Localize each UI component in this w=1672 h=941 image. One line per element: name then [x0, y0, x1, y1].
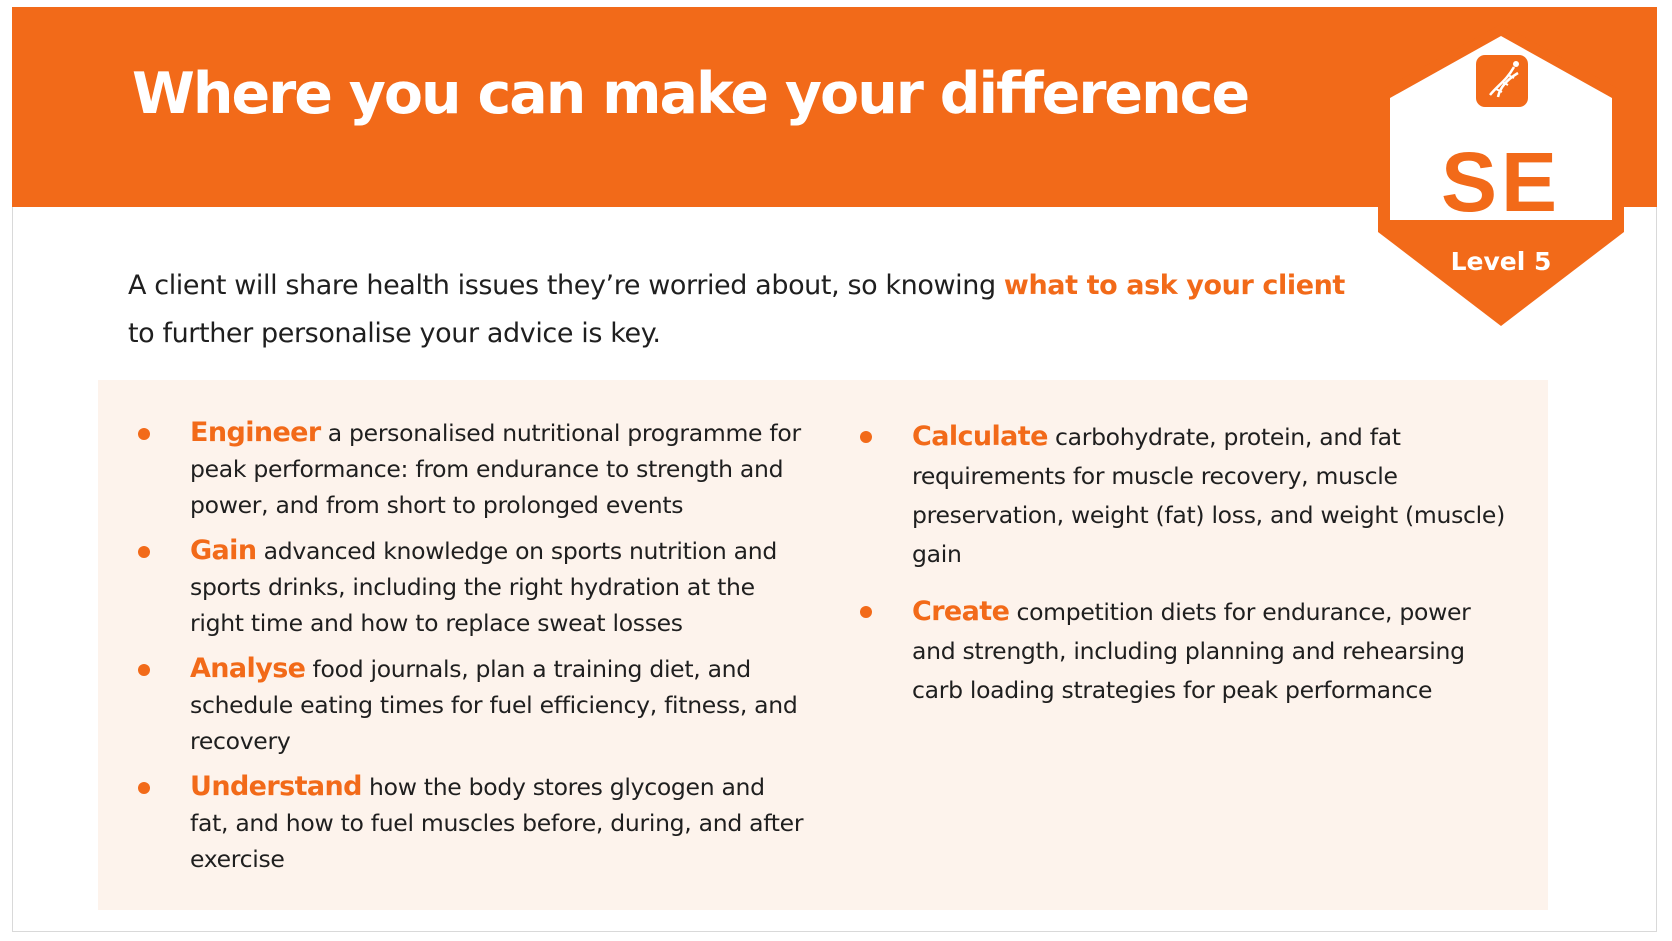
point-keyword: Calculate: [912, 421, 1048, 452]
bullet-dot: [138, 546, 150, 558]
list-item: [190, 415, 810, 523]
bullet-dot: [138, 428, 150, 440]
list-item: [190, 769, 810, 877]
point-keyword: Analyse: [190, 653, 306, 684]
point-text: a personalised nutritional programme for peak performance: from endurance to strength and power, and from short to prolonged events: [190, 419, 801, 519]
page-title: Where you can make your difference: [132, 61, 1249, 127]
point-text: competition diets for endurance, power and strength, including planning and rehearsing carb loading strategies for peak performance: [912, 598, 1471, 704]
intro-text-start: A client will share health issues they’re worried about, so knowing: [128, 270, 1004, 301]
bullet-dot: [138, 782, 150, 794]
list-item: [912, 417, 1512, 574]
point-keyword: Engineer: [190, 417, 321, 448]
point-text: food journals, plan a training diet, and schedule eating times for fuel efficiency, fitness, and recovery: [190, 655, 798, 755]
bullet-dot: [860, 431, 872, 443]
bullet-dot: [138, 664, 150, 676]
point-keyword: Create: [912, 596, 1010, 627]
list-item: [190, 651, 810, 759]
point-text: carbohydrate, protein, and fat requirements for muscle recovery, muscle preservation, weight (fat) loss, and weight (muscle) gain: [912, 423, 1505, 568]
point-keyword: Understand: [190, 771, 362, 802]
bullet-dot: [860, 606, 872, 618]
list-item: [912, 592, 1512, 710]
badge-abbreviation: SE: [1440, 135, 1562, 229]
point-text: advanced knowledge on sports nutrition and sports drinks, including the right hydration at the right time and how to replace sweat losses: [190, 537, 777, 637]
points-list-right: [912, 417, 1512, 728]
list-item: [190, 533, 810, 641]
intro-highlight: what to ask your client: [1003, 270, 1345, 301]
badge-level-label: Level 5: [1450, 247, 1552, 276]
dna-running-figure-icon: [1476, 55, 1528, 107]
point-keyword: Gain: [190, 535, 257, 566]
intro-text-end: to further personalise your advice is key.: [128, 318, 661, 349]
intro-paragraph: [128, 262, 1378, 358]
points-list-left: [190, 415, 810, 887]
point-text: how the body stores glycogen and fat, and how to fuel muscles before, during, and after exercise: [190, 773, 804, 873]
